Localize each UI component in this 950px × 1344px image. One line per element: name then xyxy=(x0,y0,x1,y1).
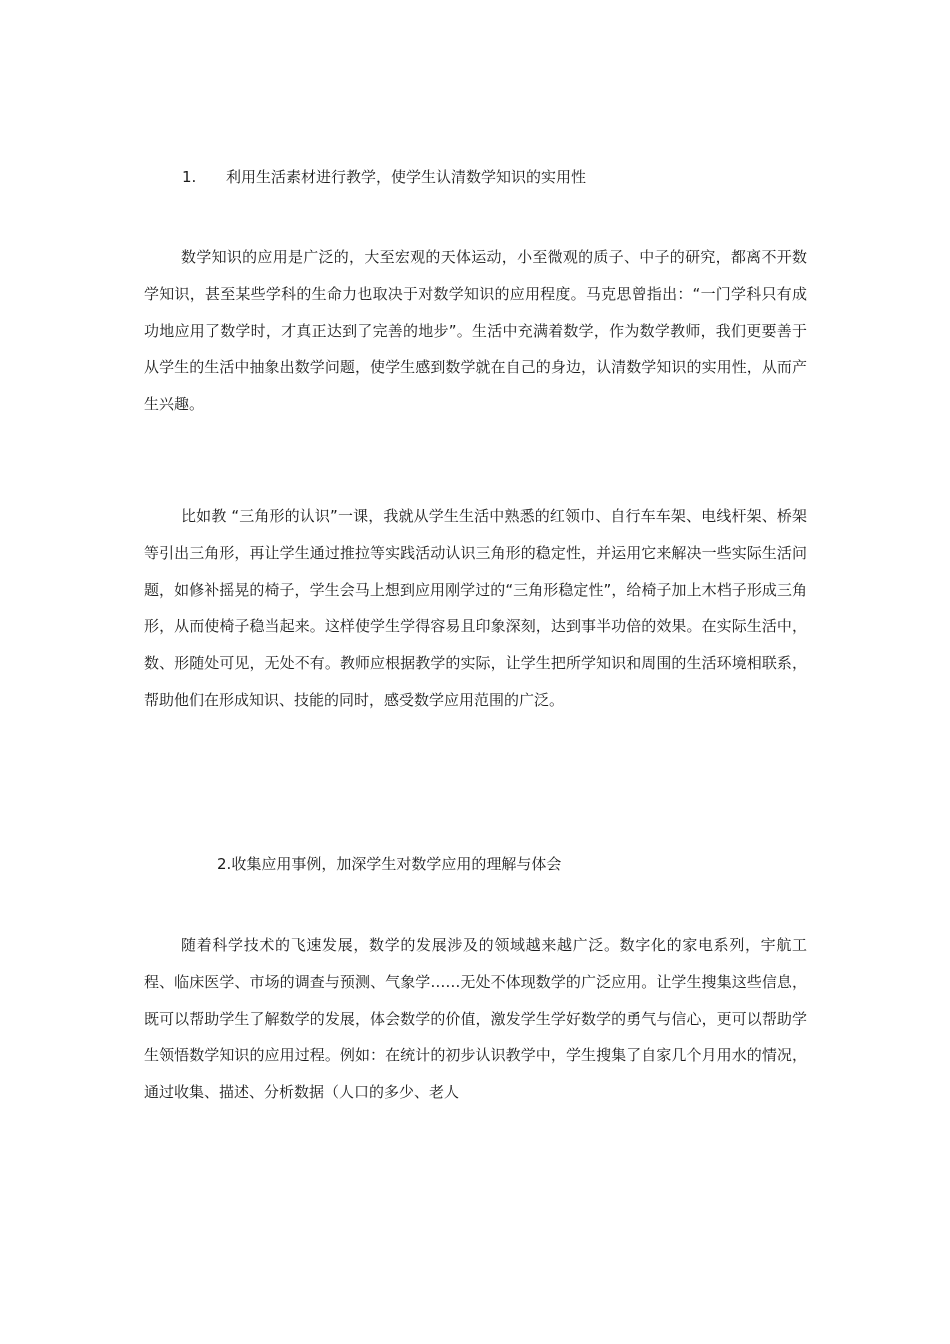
section-2-title: 收集应用事例，加深学生对数学应用的理解与体会 xyxy=(231,855,562,873)
section-1-paragraph-2: 比如教 “三角形的认识”一课，我就从学生生活中熟悉的红领巾、自行车车架、电线杆架、桥架等引出三角形，再让学生通过推拉等实践活动认识三角形的稳定性，并运用它来解决一些实际生活问题，如修补摇晃的椅子，学生会马上想到应用刚学过的“三角形稳定性”，给椅子加上木档子形成三角形，从而使椅子稳当起来。这样使学生学得容易且印象深刻，达到事半功倍的效果。在实际生活中，数、形随处可见，无处不有。教师应根据教学的实际，让学生把所学知识和周围的生活环境相联系，帮助他们在形成知识、技能的同时，感受数学应用范围的广泛。 xyxy=(144,507,807,709)
section-2-number: 2. xyxy=(217,855,232,873)
section-1-number: 1. xyxy=(182,168,197,186)
section-1-paragraph-1: 数学知识的应用是广泛的，大至宏观的天体运动，小至微观的质子、中子的研究，都离不开数学知识，甚至某些学科的生命力也取决于对数学知识的应用程度。马克思曾指出：“一门学科只有成功地应用了数学时，才真正达到了完善的地步”。生活中充满着数学，作为数学教师，我们更要善于从学生的生活中抽象出数学问题，使学生感到数学就在自己的身边，认清数学知识的实用性，从而产生兴趣。 xyxy=(144,248,807,414)
section-2-paragraph-1: 随着科学技术的飞速发展，数学的发展涉及的领域越来越广泛。数字化的家电系列，宇航工程、临床医学、市场的调查与预测、气象学……无处不体现数学的广泛应用。让学生搜集这些信息，既可以帮助学生了解数学的发展，体会数学的价值，激发学生学好数学的勇气与信心，更可以帮助学生领悟数学知识的应用过程。例如：在统计的初步认识教学中，学生搜集了自家几个月用水的情况，通过收集、描述、分析数据（人口的多少、老人 xyxy=(144,936,807,1102)
section-2-heading xyxy=(217,853,561,875)
section-1-heading xyxy=(182,166,586,188)
section-1-title: 利用生活素材进行教学，使学生认清数学知识的实用性 xyxy=(226,168,587,186)
